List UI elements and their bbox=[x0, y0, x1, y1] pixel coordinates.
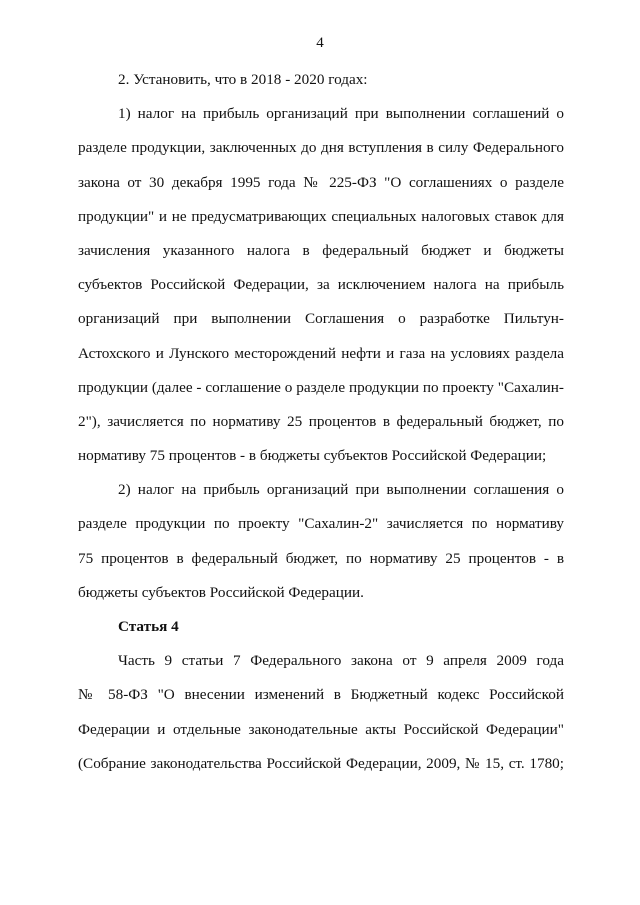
text-line: 2"), зачисляется по нормативу 25 процентов в федеральный бюджет, по bbox=[78, 412, 564, 430]
text-line: 1) налог на прибыль организаций при выполнении соглашений о bbox=[118, 105, 564, 123]
text-line: закона от 30 декабря 1995 года № 225-ФЗ "О соглашениях о разделе bbox=[78, 173, 564, 191]
text-line: разделе продукции по проекту "Сахалин-2" зачисляется по нормативу bbox=[78, 515, 564, 533]
text-line: зачисления указанного налога в федеральный бюджет и бюджеты bbox=[78, 241, 564, 259]
paragraph-article-4 bbox=[78, 644, 564, 781]
paragraph-item-2 bbox=[78, 473, 564, 610]
article-4-heading-block bbox=[78, 610, 564, 644]
text-line: 2. Установить, что в 2018 - 2020 годах: bbox=[118, 71, 368, 88]
text-line: 2) налог на прибыль организаций при выполнении соглашения о bbox=[118, 481, 564, 499]
text-line: (Собрание законодательства Российской Федерации, 2009, № 15, ст. 1780; bbox=[78, 754, 564, 772]
text-line: продукции" и не предусматривающих специальных налоговых ставок для bbox=[78, 207, 564, 225]
paragraph-intro bbox=[78, 63, 564, 97]
text-line: 75 процентов в федеральный бюджет, по нормативу 25 процентов - в bbox=[78, 549, 564, 567]
text-line: субъектов Российской Федерации, за исключением налога на прибыль bbox=[78, 276, 564, 294]
text-line: нормативу 75 процентов - в бюджеты субъектов Российской Федерации; bbox=[78, 447, 547, 465]
text-line: разделе продукции, заключенных до дня вступления в силу Федерального bbox=[78, 139, 564, 157]
text-line: бюджеты субъектов Российской Федерации. bbox=[78, 583, 364, 601]
page-number: 4 bbox=[316, 35, 324, 51]
text-line: Астохского и Лунского месторождений нефти и газа на условиях раздела bbox=[78, 344, 564, 362]
article-heading: Статья 4 bbox=[118, 618, 179, 635]
paragraph-item-1 bbox=[78, 97, 564, 473]
document-body bbox=[78, 63, 564, 781]
text-line: № 58-ФЗ "О внесении изменений в Бюджетный кодекс Российской bbox=[78, 686, 564, 704]
text-line: организаций при выполнении Соглашения о разработке Пильтун- bbox=[78, 310, 564, 328]
text-line: Часть 9 статьи 7 Федерального закона от 9 апреля 2009 года bbox=[118, 652, 564, 670]
text-line: Федерации и отдельные законодательные акты Российской Федерации" bbox=[78, 720, 564, 738]
text-line: продукции (далее - соглашение о разделе продукции по проекту "Сахалин- bbox=[78, 378, 564, 396]
